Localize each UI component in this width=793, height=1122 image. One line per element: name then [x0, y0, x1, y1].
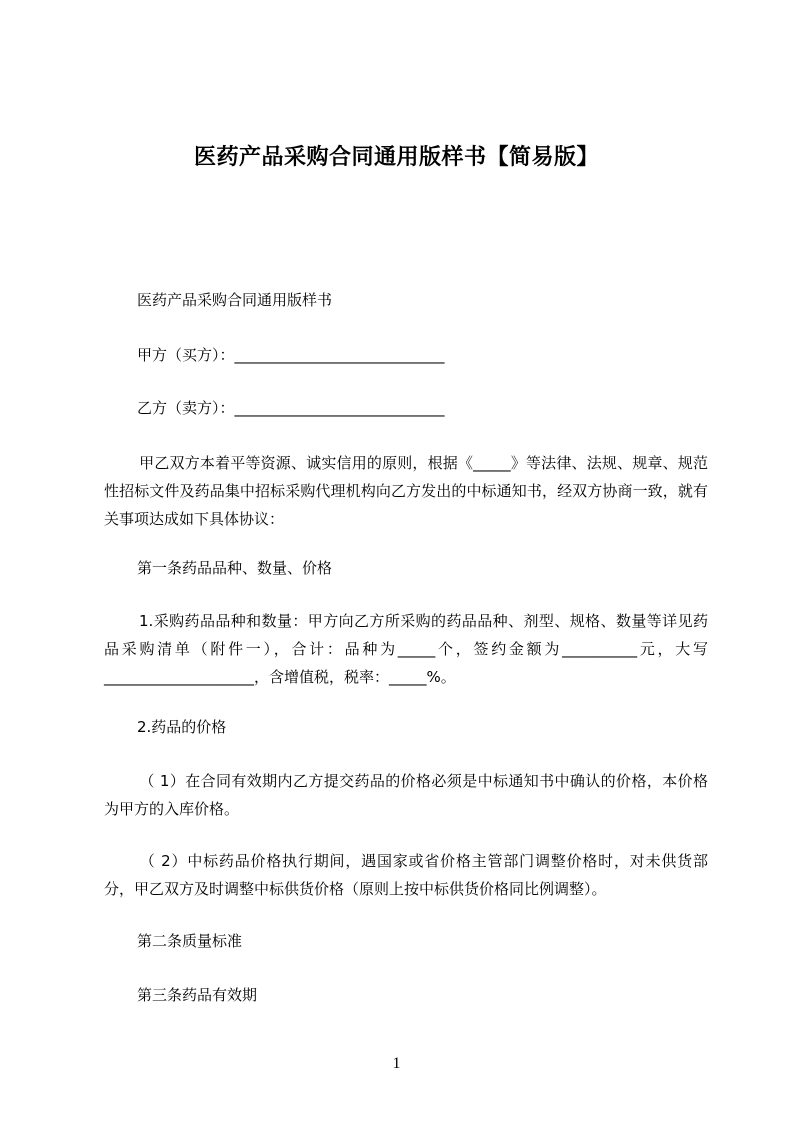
contract-subtitle: 医药产品采购合同通用版样书	[137, 291, 333, 309]
intro-text: 甲乙双方本着平等资源、诚实信用的原则，根据《_____》等法律、法规、规章、规范性招标文件及药品集中招标采购代理机构向乙方发出的中标通知书，经双方协商一致，就有关事项达成如下具体协议：	[104, 454, 708, 528]
item-2-2-text: （ 2）中标药品价格执行期间，遇国家或省价格主管部门调整价格时，对未供货部分，甲乙双方及时调整中标供货价格（原则上按中标供货价格同比例调整）。	[104, 852, 708, 898]
document-title: 医药产品采购合同通用版样书【简易版】	[193, 145, 599, 170]
item-2-1-paragraph	[104, 767, 708, 823]
party-a-line: 甲方（买方）：____________________________	[137, 346, 445, 364]
article-3-heading: 第三条药品有效期	[137, 986, 258, 1004]
item-2-2-paragraph	[104, 847, 708, 903]
item-1-text: 1.采购药品品种和数量：甲方向乙方所采购的药品品种、剂型、规格、数量等详见药品采购清单（附件一），合计：品种为_____个，签约金额为__________元，大写____________________，含增值税，税率：_____%。	[104, 612, 708, 686]
item-1-paragraph	[104, 607, 708, 691]
intro-paragraph	[104, 449, 708, 533]
item-2-1-text: （ 1）在合同有效期内乙方提交药品的价格必须是中标通知书中确认的价格，本价格为甲方的入库价格。	[104, 772, 708, 818]
page-number: 1	[392, 1055, 401, 1072]
item-2-heading: 2.药品的价格	[137, 718, 227, 736]
article-2-heading: 第二条质量标准	[137, 932, 243, 950]
article-1-heading: 第一条药品品种、数量、价格	[137, 559, 333, 577]
party-b-line: 乙方（卖方）：____________________________	[137, 399, 445, 417]
